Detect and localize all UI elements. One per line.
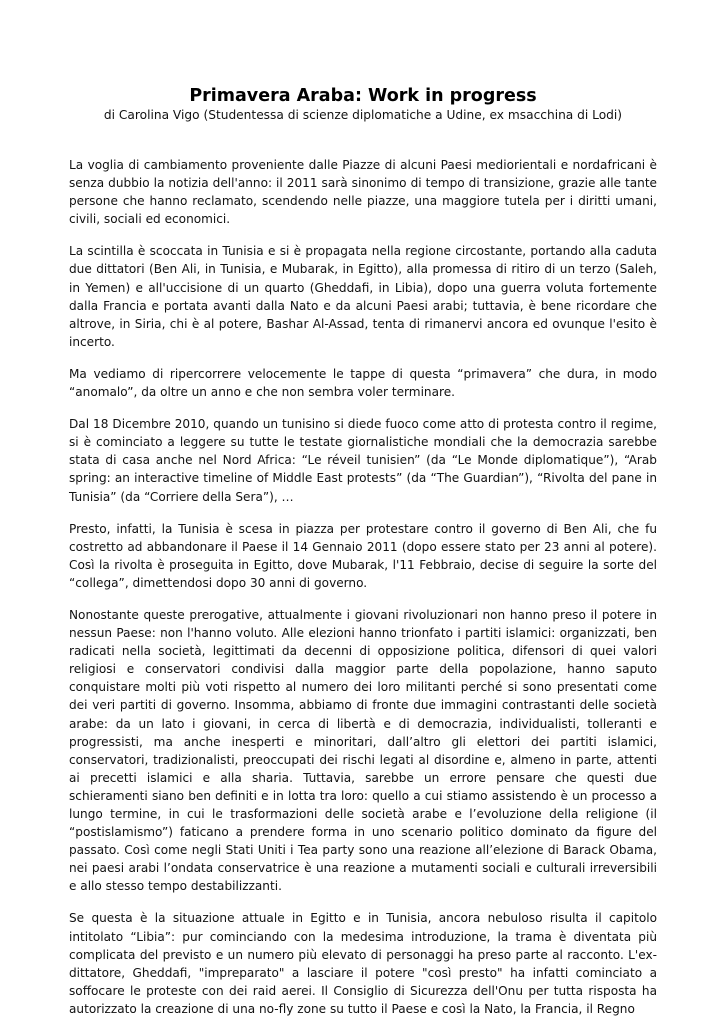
article-byline: di Carolina Vigo (Studentessa di scienze diplomatiche a Udine, ex msacchina di Lodi) [103, 108, 623, 122]
paragraph: Presto, infatti, la Tunisia è scesa in piazza per protestare contro il governo di Ben Ali, che fu costretto ad abbandonare il Paese il 14 Gennaio 2011 (dopo essere stato per 23 anni al potere). Così la rivolta è proseguita in Egitto, dove Mubarak, l'11 Febbraio, decise di seguire la sorte del “collega”, dimettendosi dopo 30 anni di governo. [69, 521, 657, 590]
paragraph: Dal 18 Dicembre 2010, quando un tunisino si diede fuoco come atto di protesta contro il regime, si è cominciato a leggere su tutte le testate giornalistiche mondiali che la democrazia sarebbe stata di casa anche nel Nord Africa: “Le réveil tunisien” (da “Le Monde diplomatique”), “Arab spring: an interactive timeline of Middle East protests” (da “The Guardian”), “Rivolta del pane in Tunisia” (da “Corriere della Sera”), … [69, 417, 657, 504]
paragraph: Nonostante queste prerogative, attualmente i giovani rivoluzionari non hanno preso il potere in nessun Paese: non l'hanno voluto. Alle elezioni hanno trionfato i partiti islamici: organizzati, ben radicati nella società, legittimati da decenni di opposizione politica, difensori di quei valori religiosi e conservatori condivisi dalla maggior parte della popolazione, hanno saputo conquistare molti più voti rispetto al numero dei loro militanti perché si sono presentati come dei veri partiti di governo. Insomma, abbiamo di fronte due immagini contrastanti delle società arabe: da un lato i giovani, in cerca di libertà e di democrazia, individualisti, tolleranti e progressisti, ma anche inesperti e minoritari, dall’altro gli elettori dei partiti islamici, conservatori, tradizionalisti, preoccupati dei rischi legati al disordine e, almeno in parte, attenti ai precetti islamici e alla sharia. Tuttavia, sarebbe un errore pensare che questi due schieramenti siano ben definiti e in lotta tra loro: quello a cui stiamo assistendo è un processo a lungo termine, in cui le trasformazioni delle società arabe e l’evoluzione della religione (il “postislamismo”) faticano a prendere forma in uno scenario politico dominato da figure del passato. Così come negli Stati Uniti i Tea party sono una reazione all’elezione di Barack Obama, nei paesi arabi l’ondata conservatrice è una reazione a mutamenti sociali e culturali irreversibili e allo stesso tempo destabilizzanti. [69, 607, 657, 894]
paragraph: La voglia di cambiamento proveniente dalle Piazze di alcuni Paesi mediorientali e nordafricani è senza dubbio la notizia dell'anno: il 2011 sarà sinonimo di tempo di transizione, grazie alle tante persone che hanno reclamato, scendendo nelle piazze, una maggiore tutela per i diritti umani, civili, sociali ed economici. [69, 158, 657, 227]
paragraph: La scintilla è scoccata in Tunisia e si è propagata nella regione circostante, portando alla caduta due dittatori (Ben Ali, in Tunisia, e Mubarak, in Egitto), alla promessa di ritiro di un terzo (Saleh, in Yemen) e all'uccisione di un quarto (Gheddafi, in Libia), dopo una guerra voluta fortemente dalla Francia e portata avanti dalla Nato e da alcuni Paesi arabi; tuttavia, è bene ricordare che altrove, in Siria, chi è al potere, Bashar Al-Assad, tenta di rimanervi ancora ed ovunque l'esito è incerto. [69, 244, 657, 349]
paragraph: Ma vediamo di ripercorrere velocemente le tappe di questa “primavera” che dura, in modo “anomalo”, da oltre un anno e che non sembra voler terminare. [69, 366, 657, 400]
paragraph: Se questa è la situazione attuale in Egitto e in Tunisia, ancora nebuloso risulta il capitolo intitolato “Libia”: pur cominciando con la medesima introduzione, la trama è diventata più complicata del previsto e un numero più elevato di personaggi ha preso parte al racconto. L'ex-dittatore, Gheddafi, "impreparato" a lasciare il potere "così presto" ha infatti cominciato a soffocare le proteste con dei raid aerei. Il Consiglio di Sicurezza dell'Onu per tutta risposta ha autorizzato la creazione di una no-fly zone su tutto il Paese e così la Nato, la Francia, il Regno [69, 911, 657, 1016]
article-title: Primavera Araba: Work in progress [189, 86, 537, 106]
